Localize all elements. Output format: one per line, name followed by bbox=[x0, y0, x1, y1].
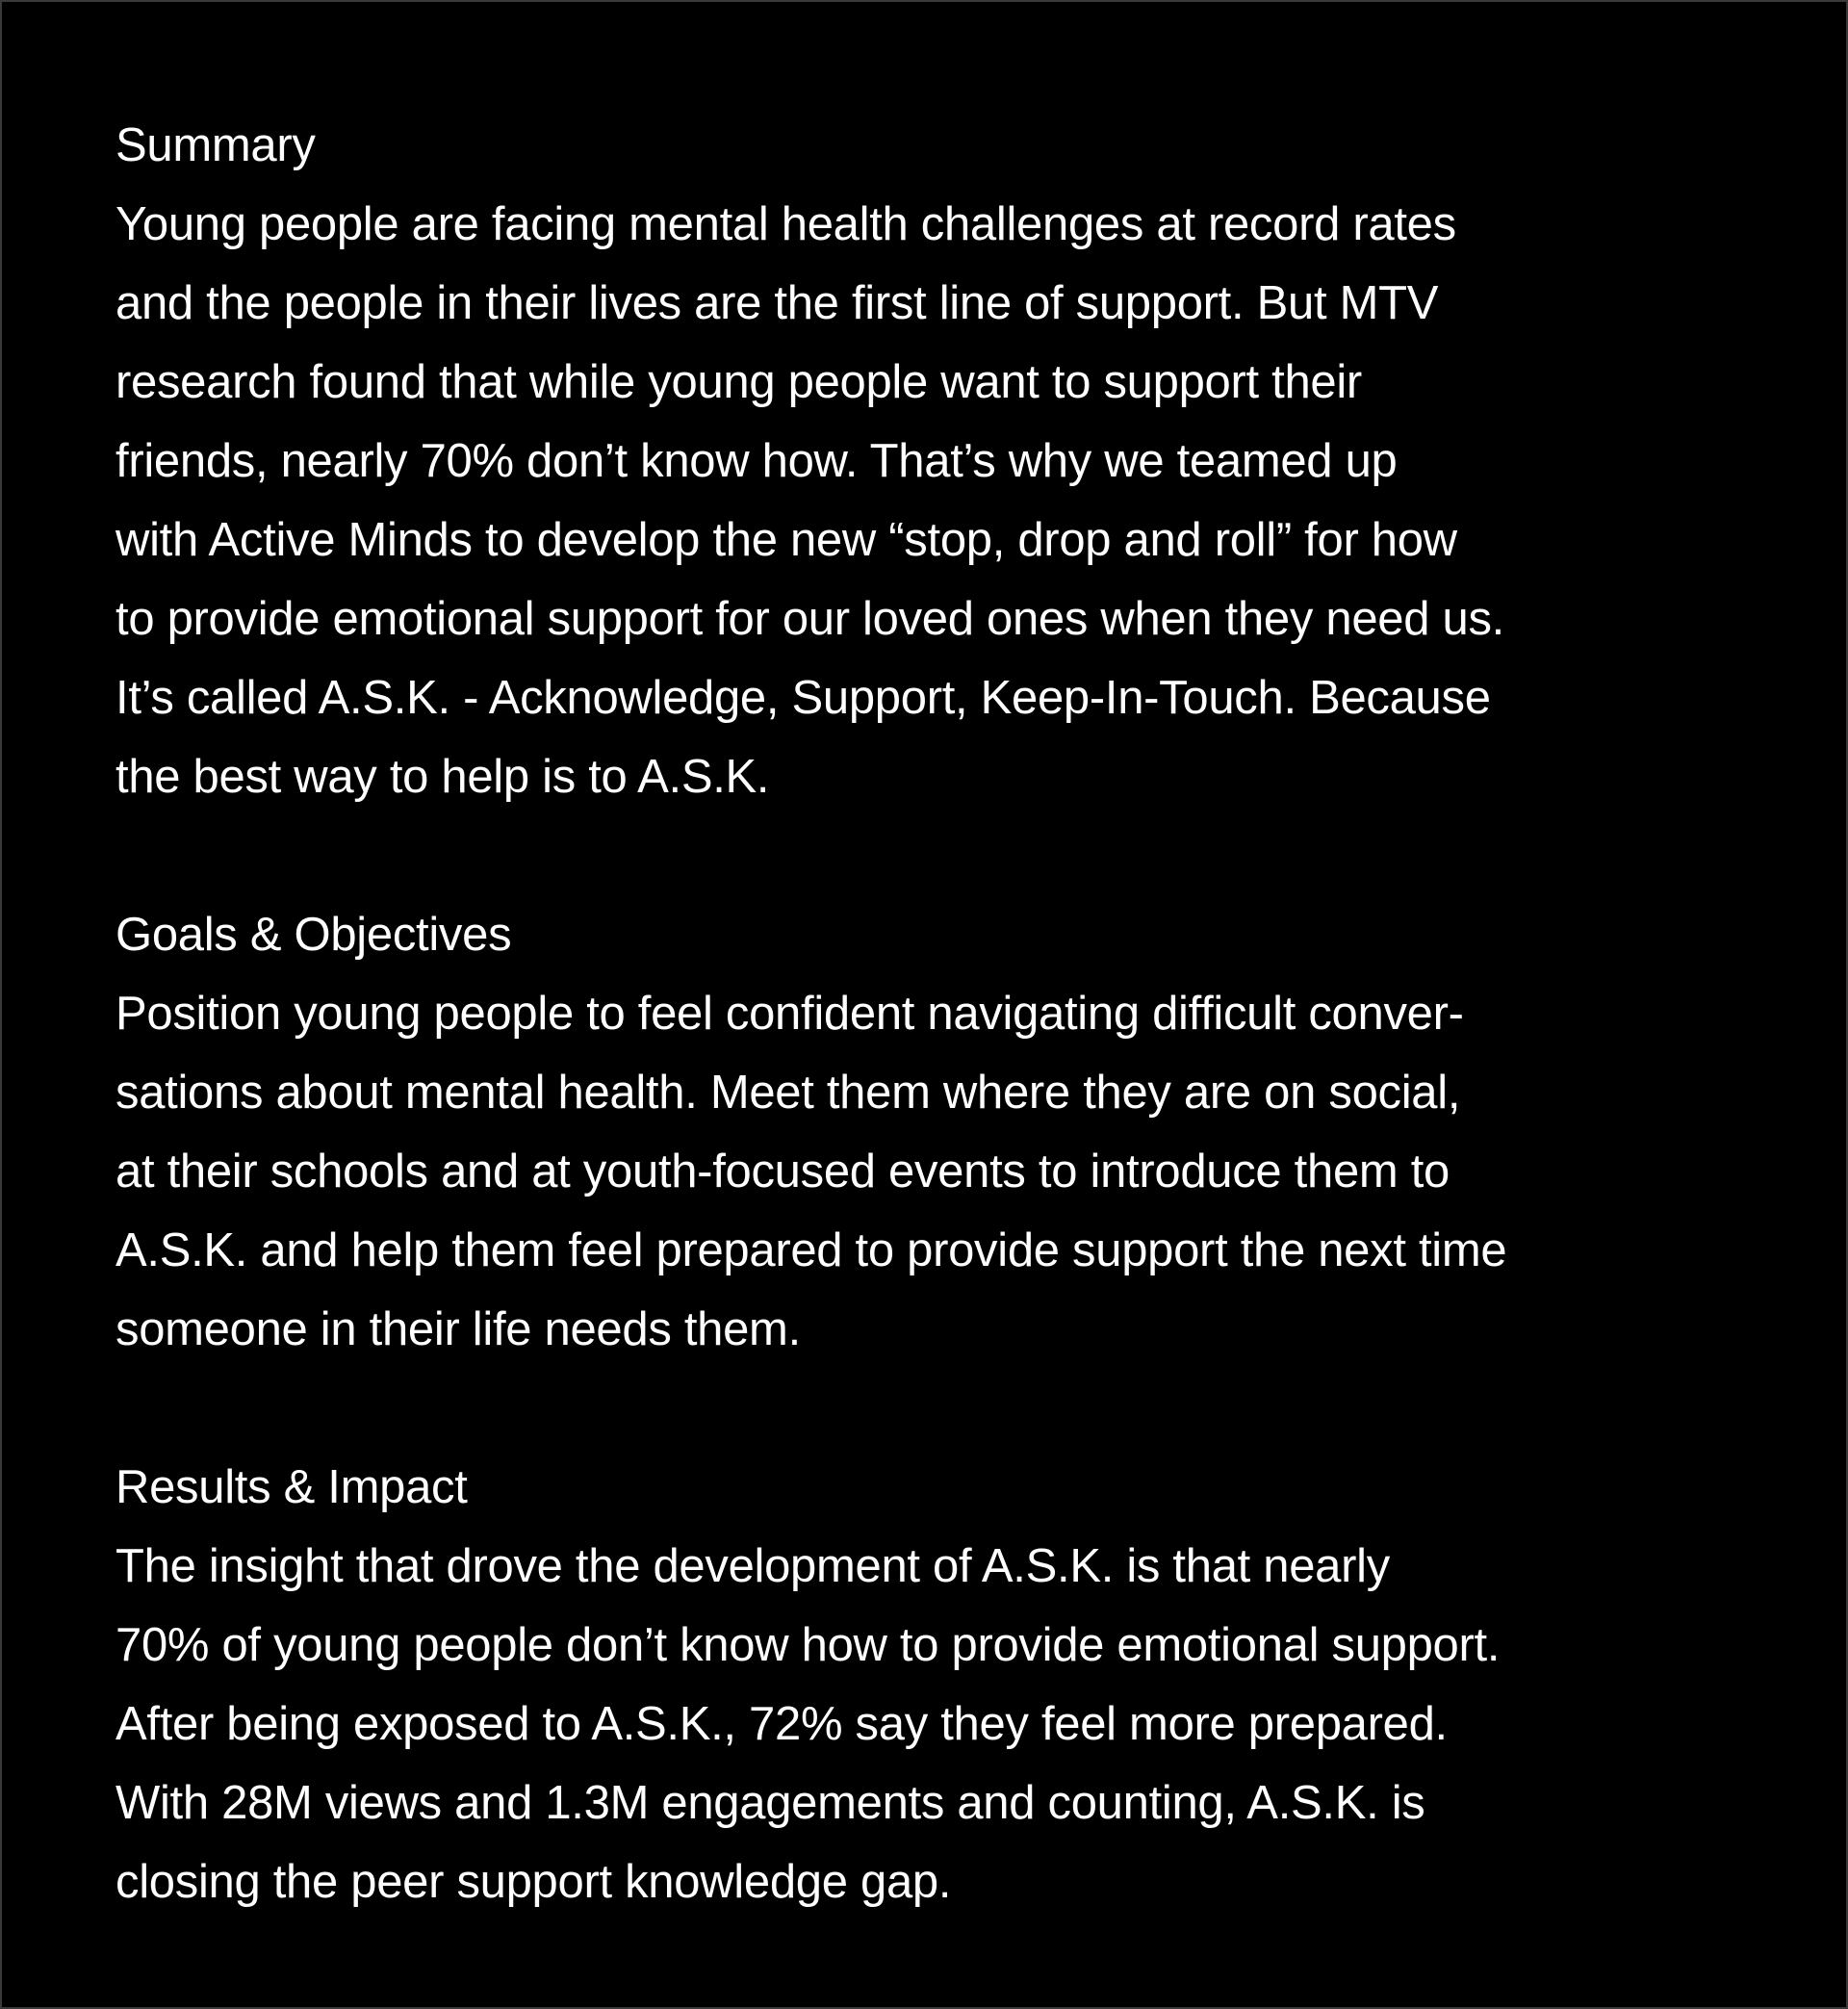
goals-line: A.S.K. and help them feel prepared to provide support the next time bbox=[116, 1224, 1507, 1276]
summary-line: to provide emotional support for our loved ones when they need us. bbox=[116, 593, 1504, 645]
summary-line: and the people in their lives are the first line of support. But MTV bbox=[116, 277, 1439, 329]
results-section bbox=[116, 1448, 1752, 1921]
summary-section bbox=[116, 106, 1752, 816]
summary-line: with Active Minds to develop the new “stop, drop and roll” for how bbox=[116, 514, 1457, 566]
results-line: After being exposed to A.S.K., 72% say they feel more prepared. bbox=[116, 1698, 1448, 1750]
summary-line: the best way to help is to A.S.K. bbox=[116, 751, 770, 803]
goals-line: Position young people to feel confident navigating difficult conver- bbox=[116, 988, 1464, 1040]
results-body bbox=[116, 1527, 1752, 1921]
results-line: closing the peer support knowledge gap. bbox=[116, 1856, 952, 1908]
summary-heading: Summary bbox=[116, 119, 316, 171]
results-heading: Results & Impact bbox=[116, 1461, 468, 1513]
results-line: The insight that drove the development of A.S.K. is that nearly bbox=[116, 1540, 1390, 1592]
summary-line: research found that while young people want to support their bbox=[116, 356, 1362, 408]
summary-body bbox=[116, 185, 1752, 816]
goals-line: at their schools and at youth-focused events to introduce them to bbox=[116, 1146, 1450, 1198]
summary-line: friends, nearly 70% don’t know how. That’s why we teamed up bbox=[116, 435, 1398, 487]
goals-line: someone in their life needs them. bbox=[116, 1303, 801, 1355]
summary-line: Young people are facing mental health challenges at record rates bbox=[116, 198, 1456, 250]
summary-line: It’s called A.S.K. - Acknowledge, Support, Keep-In-Touch. Because bbox=[116, 672, 1491, 724]
goals-body bbox=[116, 974, 1752, 1369]
results-line: 70% of young people don’t know how to provide emotional support. bbox=[116, 1619, 1501, 1671]
goals-section bbox=[116, 895, 1752, 1369]
results-line: With 28M views and 1.3M engagements and counting, A.S.K. is bbox=[116, 1777, 1425, 1829]
document-content bbox=[116, 106, 1752, 2000]
goals-line: sations about mental health. Meet them where they are on social, bbox=[116, 1067, 1461, 1119]
goals-heading: Goals & Objectives bbox=[116, 909, 512, 961]
